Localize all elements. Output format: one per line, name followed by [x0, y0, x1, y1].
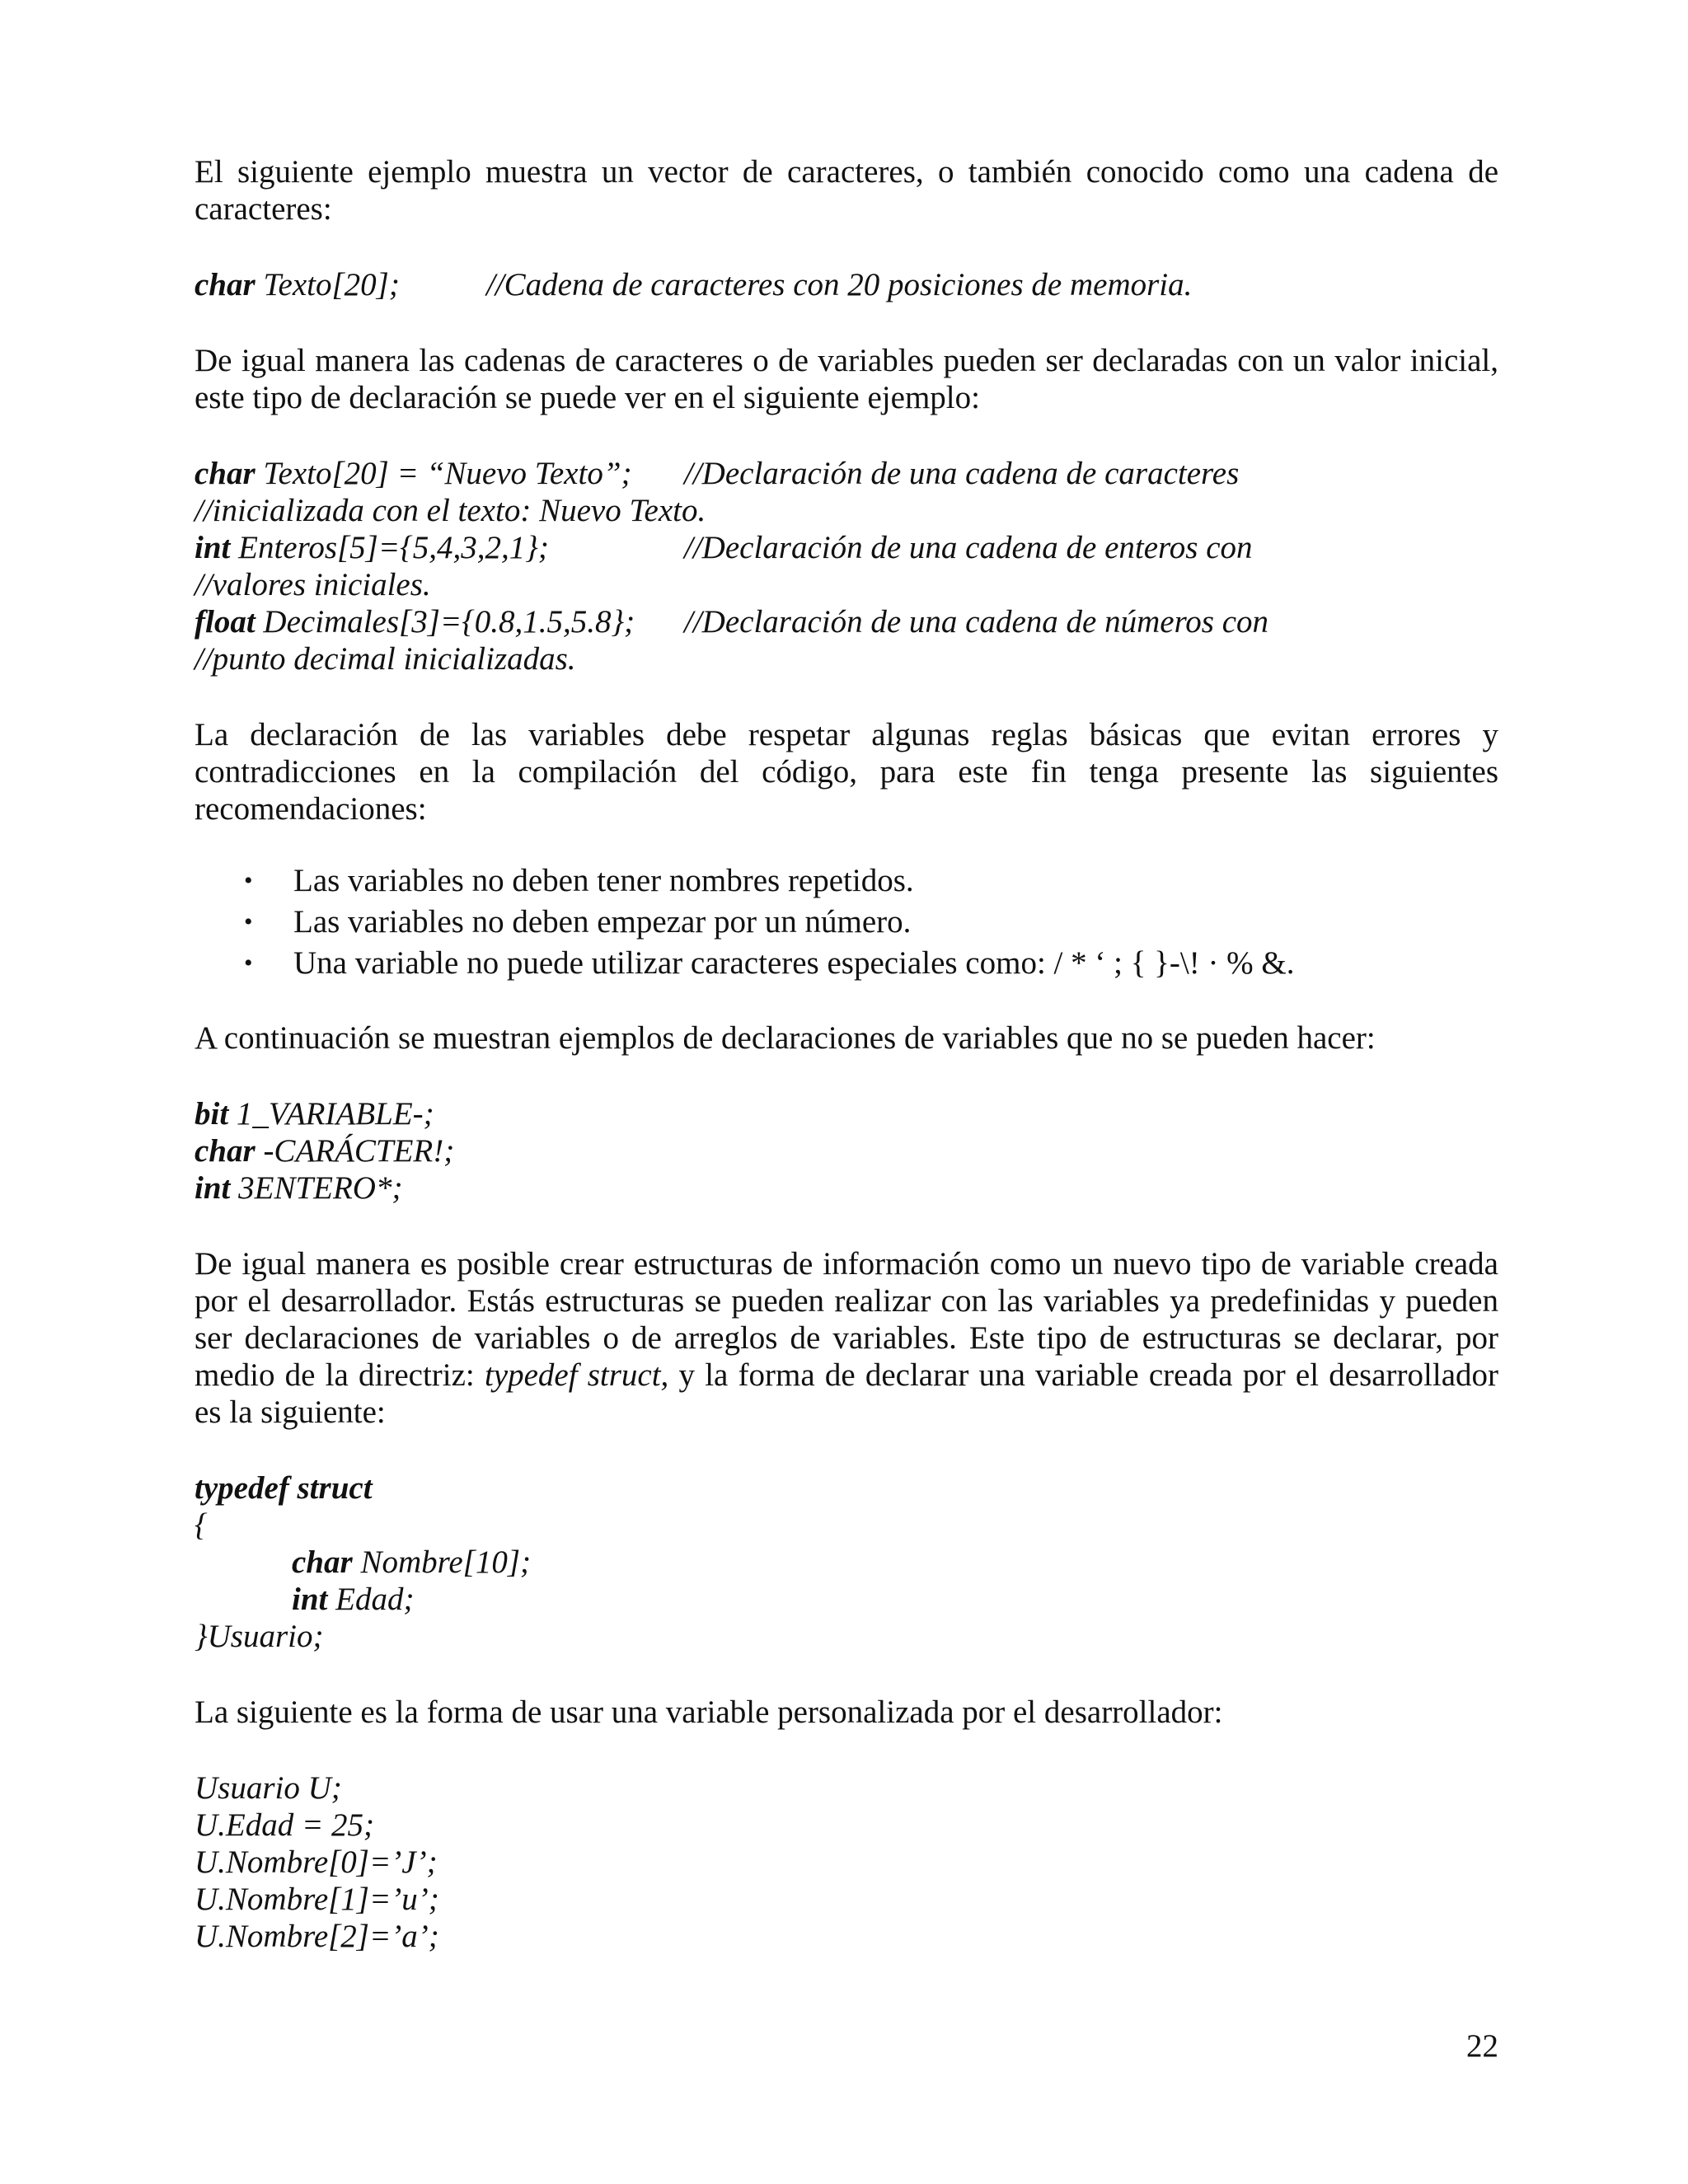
- code-line: char -CARÁCTER!;: [195, 1133, 455, 1169]
- inline-code-typedef: typedef struct,: [484, 1357, 669, 1393]
- code-line: typedef struct: [195, 1470, 373, 1506]
- code-keyword: bit: [195, 1096, 229, 1132]
- code-comment: //Declaración de una cadena de enteros con: [684, 530, 1253, 565]
- code-comment-line: //punto decimal inicializadas.: [195, 641, 576, 677]
- document-page: [195, 153, 1498, 1955]
- paragraph-structures: De igual manera es posible crear estructuras de información como un nuevo tipo de variable creada por el desarrollador. Estás estructuras se pueden realizar con las variables ya predefinidas y pueden ser declaraciones de variables o de arreglos de variables. Este tipo de estructuras se declarar, por medio de la directriz: typedef struct, y la forma de declarar una variable creada por el desarrollador es la siguiente:: [195, 1246, 1498, 1430]
- code-block-usage: [195, 1769, 1498, 1955]
- paragraph-declaration-rules: La declaración de las variables debe respetar algunas reglas básicas que evitan errores y contradicciones en la compilación del código, para este fin tenga presente las siguientes recomendaciones:: [195, 717, 1498, 827]
- paragraph-intro-vector: El siguiente ejemplo muestra un vector de caracteres, o también conocido como una cadena de caracteres:: [195, 154, 1498, 227]
- code-example-char-array: [195, 266, 1498, 303]
- code-keyword: char: [195, 456, 256, 491]
- code-comment-line: //inicializada con el texto: Nuevo Texto.: [195, 493, 706, 528]
- code-line: {: [195, 1507, 208, 1543]
- code-keyword: int: [292, 1582, 328, 1617]
- code-keyword: int: [195, 530, 231, 565]
- list-item: • Las variables no deben tener nombres repetidos.: [195, 860, 1498, 902]
- bullet-icon: •: [244, 908, 253, 935]
- code-line: U.Nombre[2]=’a’;: [195, 1919, 439, 1954]
- code-line: U.Edad = 25;: [195, 1807, 375, 1843]
- code-block-invalid-declarations: [195, 1095, 1498, 1207]
- code-line: Usuario U;: [195, 1770, 342, 1806]
- code-declaration: Texto[20] = “Nuevo Texto”;: [255, 456, 632, 491]
- code-line: bit 1_VARIABLE-;: [195, 1096, 434, 1132]
- paragraph-invalid-intro: A continuación se muestran ejemplos de declaraciones de variables que no se pueden hacer:: [195, 1020, 1376, 1056]
- rules-list: [195, 860, 1498, 984]
- code-line: [195, 529, 1498, 566]
- list-item: • Una variable no puede utilizar caracteres especiales como: / * ‘ ; { }-\! · % &.: [195, 943, 1498, 984]
- bullet-icon: •: [244, 949, 253, 977]
- list-item: • Las variables no deben empezar por un número.: [195, 902, 1498, 943]
- paragraph-usage: La siguiente es la forma de usar una variable personalizada por el desarrollador:: [195, 1694, 1223, 1730]
- code-line: U.Nombre[0]=’J’;: [195, 1844, 438, 1880]
- code-keyword: int: [195, 1170, 231, 1206]
- page-number: 22: [1466, 2028, 1498, 2064]
- code-keyword: float: [195, 604, 256, 640]
- code-line: int 3ENTERO*;: [195, 1170, 403, 1206]
- bullet-icon: •: [244, 867, 253, 894]
- code-line: U.Nombre[1]=’u’;: [195, 1882, 439, 1917]
- code-line: [195, 455, 1498, 492]
- code-line: char Nombre[10];: [292, 1544, 531, 1580]
- code-comment: //Cadena de caracteres con 20 posiciones de memoria.: [486, 267, 1193, 302]
- paragraph-initial-values: De igual manera las cadenas de caracteres o de variables pueden ser declaradas con un valor inicial, este tipo de declaración se puede ver en el siguiente ejemplo:: [195, 343, 1498, 415]
- code-line: }Usuario;: [195, 1619, 324, 1654]
- code-comment: //Declaración de una cadena de números con: [684, 604, 1269, 640]
- code-comment: //Declaración de una cadena de caracteres: [684, 456, 1240, 491]
- code-block-initialized-arrays: [195, 455, 1498, 677]
- code-keyword: char: [195, 1133, 256, 1169]
- code-comment-line: //valores iniciales.: [195, 567, 431, 602]
- code-block-typedef-struct: [195, 1469, 1498, 1655]
- code-declaration: Texto[20];: [255, 267, 400, 302]
- code-keyword: char: [195, 267, 256, 302]
- code-declaration: Enteros[5]={5,4,3,2,1};: [230, 530, 549, 565]
- code-line: [195, 603, 1498, 640]
- code-declaration: Decimales[3]={0.8,1.5,5.8};: [255, 604, 635, 640]
- code-keyword: char: [292, 1544, 353, 1580]
- code-line: int Edad;: [292, 1582, 415, 1617]
